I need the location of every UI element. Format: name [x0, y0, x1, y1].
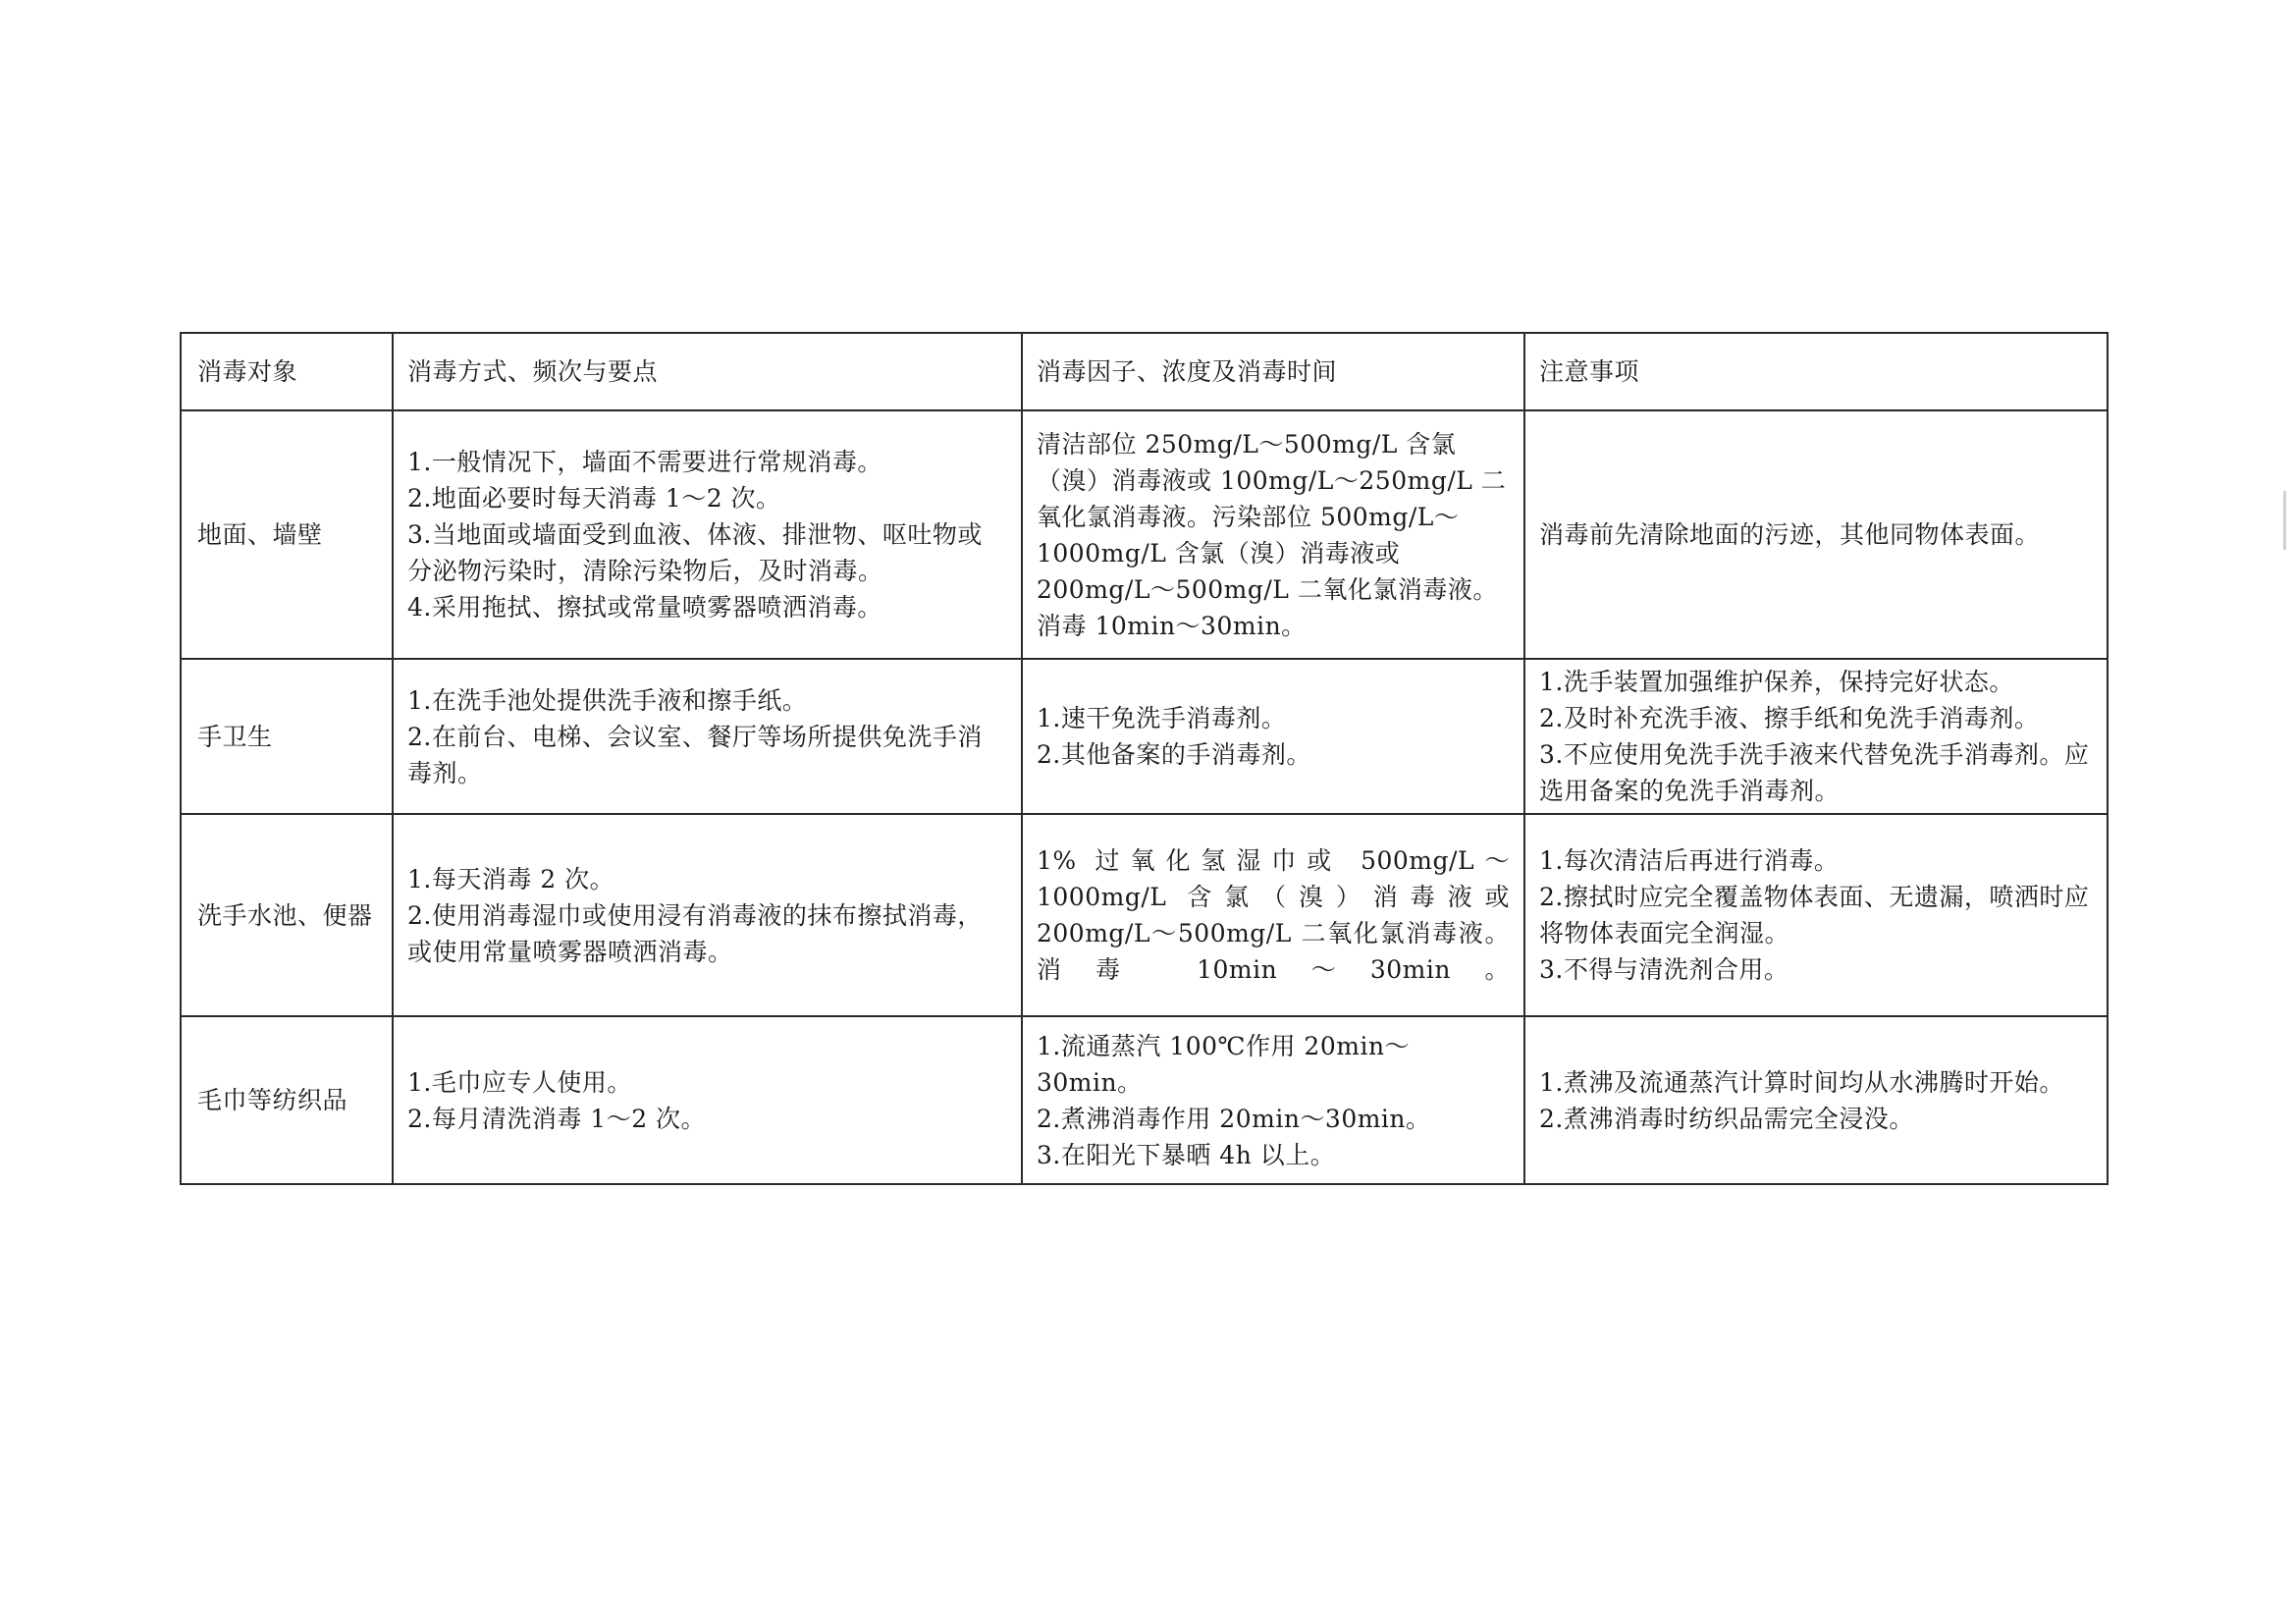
notes-item: 1.每次清洁后再进行消毒。: [1539, 846, 1840, 875]
header-cell-object: 消毒对象: [181, 333, 393, 410]
table-row: [181, 814, 2108, 1016]
disinfection-table: [180, 332, 2109, 1185]
method-item: 1.在洗手池处提供洗手液和擦手纸。: [407, 685, 808, 715]
method-item: 4.采用拖拭、擦拭或常量喷雾器喷洒消毒。: [407, 593, 882, 622]
table-header-row: [181, 333, 2108, 410]
factor-item: 2.其他备案的手消毒剂。: [1037, 740, 1311, 769]
factor-item: 1.流通蒸汽 100℃作用 20min～30min。: [1037, 1031, 1411, 1097]
factor-item: 清洁部位 250mg/L～500mg/L 含氯（溴）消毒液或 100mg/L～250mg/L 二氧化氯消毒液。污染部位 500mg/L～1000mg/L 含氯（溴）消毒液或 200mg/L～500mg/L 二氧化氯消毒液。消毒 10min～30min。: [1037, 429, 1507, 640]
method-item: 1.毛巾应专人使用。: [407, 1067, 632, 1097]
method-item: 1.一般情况下，墙面不需要进行常规消毒。: [407, 448, 882, 476]
notes-item: 2.擦拭时应完全覆盖物体表面、无遗漏，喷洒时应将物体表面完全润湿。: [1539, 883, 2090, 947]
notes-cell: [1524, 1016, 2108, 1184]
notes-item: 3.不得与清洗剂合用。: [1539, 955, 1789, 984]
factor-item: 3.在阳光下暴晒 4h 以上。: [1037, 1140, 1336, 1169]
method-cell: [393, 814, 1022, 1016]
notes-item: 2.煮沸消毒时纺织品需完全浸没。: [1539, 1104, 1914, 1133]
factor-item: 1% 过氧化氢湿巾或 500mg/L～1000mg/L 含氯（溴）消毒液或 200mg/L～500mg/L 二氧化氯消毒液。消毒 10min～30min。: [1037, 846, 1510, 984]
notes-item: 消毒前先清除地面的污迹，其他同物体表面。: [1539, 520, 2041, 549]
method-item: 1.每天消毒 2 次。: [407, 864, 615, 893]
factor-cell: [1022, 659, 1524, 814]
notes-cell: [1524, 814, 2108, 1016]
table-row: [181, 659, 2108, 814]
table-row: [181, 410, 2108, 659]
factor-cell: [1022, 1016, 1524, 1184]
method-cell: [393, 410, 1022, 659]
header-cell-factor: 消毒因子、浓度及消毒时间: [1022, 333, 1524, 410]
method-item: 2.在前台、电梯、会议室、餐厅等场所提供免洗手消毒剂。: [407, 722, 983, 787]
method-item: 2.每月清洗消毒 1～2 次。: [407, 1104, 707, 1133]
object-cell: 洗手水池、便器: [181, 814, 393, 1016]
notes-item: 1.煮沸及流通蒸汽计算时间均从水沸腾时开始。: [1539, 1067, 2064, 1097]
notes-item: 2.及时补充洗手液、擦手纸和免洗手消毒剂。: [1539, 704, 2040, 732]
object-cell: 毛巾等纺织品: [181, 1016, 393, 1184]
object-cell: 地面、墙壁: [181, 410, 393, 659]
scan-edge-mark: [2283, 491, 2286, 550]
method-item: 2.地面必要时每天消毒 1～2 次。: [407, 484, 781, 513]
notes-cell: [1524, 410, 2108, 659]
factor-cell: [1022, 410, 1524, 659]
factor-item: 1.速干免洗手消毒剂。: [1037, 704, 1287, 732]
notes-cell: [1524, 659, 2108, 814]
notes-item: 1.洗手装置加强维护保养，保持完好状态。: [1539, 668, 2014, 696]
factor-item: 2.煮沸消毒作用 20min～30min。: [1037, 1104, 1431, 1133]
header-cell-notes: 注意事项: [1524, 333, 2108, 410]
object-cell: 手卫生: [181, 659, 393, 814]
factor-cell: [1022, 814, 1524, 1016]
table-row: [181, 1016, 2108, 1184]
method-cell: [393, 659, 1022, 814]
header-cell-method: 消毒方式、频次与要点: [393, 333, 1022, 410]
method-item: 2.使用消毒湿巾或使用浸有消毒液的抹布擦拭消毒，或使用常量喷雾器喷洒消毒。: [407, 900, 983, 966]
method-item: 3.当地面或墙面受到血液、体液、排泄物、呕吐物或分泌物污染时，清除污染物后，及时消毒。: [407, 520, 983, 585]
method-cell: [393, 1016, 1022, 1184]
notes-item: 3.不应使用免洗手洗手液来代替免洗手消毒剂。应选用备案的免洗手消毒剂。: [1539, 740, 2090, 805]
